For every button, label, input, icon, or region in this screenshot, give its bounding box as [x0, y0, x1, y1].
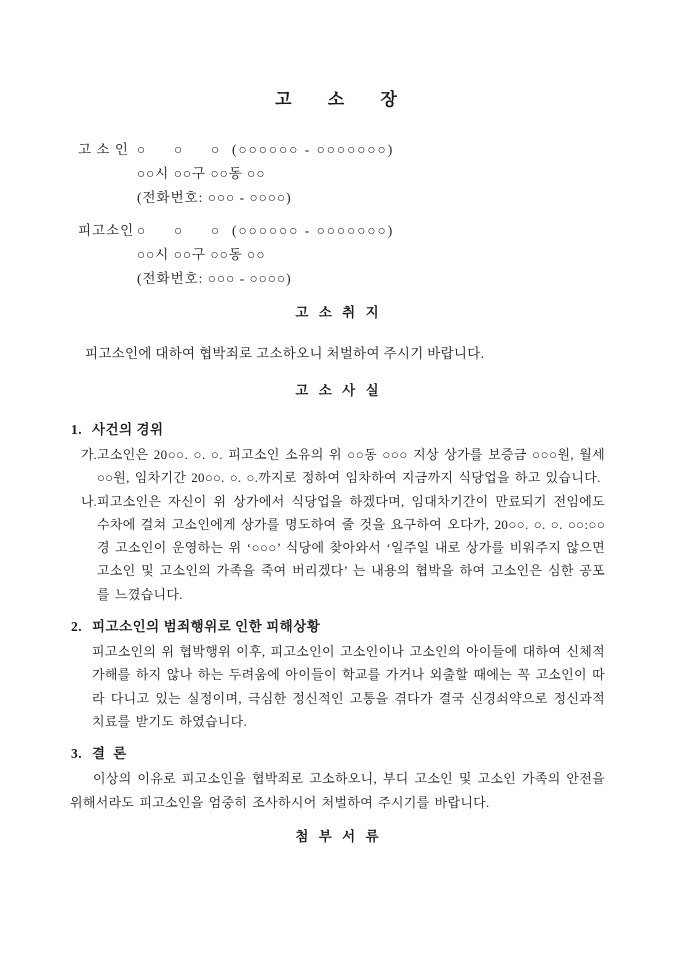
item-ga-marker: 가.: [81, 447, 97, 462]
section-3-title: 결 론: [92, 746, 127, 762]
complainant-name: ○ ○ ○ (○○○○○○ - ○○○○○○○): [137, 142, 395, 157]
item-ga: [81, 443, 605, 490]
complainant-address: ○○시 ○○구 ○○동 ○○: [137, 166, 266, 181]
defendant-block: [70, 219, 605, 291]
complainant-block: [70, 138, 605, 210]
facts-heading: 고 소 사 실: [295, 383, 380, 398]
item-na-marker: 나.: [81, 493, 97, 509]
section-1-number: 1.: [71, 422, 83, 437]
item-ga-text: 고소인은 20○○. ○. ○. 피고소인 소유의 위 ○○동 ○○○ 지상 상가를 보증금 ○○○원, 월세 ○○원, 임차기간 20○○. ○. ○.까지로 정하여 임차하여 지금까지 식당업을 하고 있습니다.: [97, 447, 605, 486]
defendant-name-row: [70, 219, 605, 243]
section-1-title: 사건의 경위: [92, 422, 164, 437]
document-title: 고 소 장: [275, 90, 400, 109]
section-2-title: 피고소인의 범죄행위로 인한 피해상황: [92, 619, 321, 635]
defendant-label: 피고소인: [78, 223, 135, 238]
section-2-text: 피고소인의 위 협박행위 이후, 피고소인이 고소인이나 고소인의 아이들에 대하여 신체적 가해를 하지 않나 하는 두려움에 아이들이 학교를 가거나 외출할 때에는 꼭 고소인이 따라 다니고 있는 실정이며, 극심한 정신적인 고통을 겪다가 결국 신경쇠약으로 정신과적 치료를 받기도 하였습니다.: [92, 644, 605, 729]
section-3-heading: [71, 746, 605, 761]
section-conclusion: [70, 746, 605, 814]
purpose-text: 피고소인에 대하여 협박죄로 고소하오니 처벌하여 주시기 바랍니다.: [85, 346, 485, 361]
complainant-phone: (전화번호: ○○○ - ○○○○): [137, 190, 292, 205]
section-3-text: 이상의 이유로 피고소인을 협박죄로 고소하오니, 부디 고소인 및 고소인 가족의 안전을 위해서라도 피고소인을 엄중히 조사하시어 처벌하여 주시기를 바랍니다.: [70, 771, 605, 810]
defendant-phone: (전화번호: ○○○ - ○○○○): [137, 271, 292, 286]
defendant-address: ○○시 ○○구 ○○동 ○○: [137, 247, 266, 262]
defendant-name: ○ ○ ○ (○○○○○○ - ○○○○○○○): [137, 223, 395, 238]
section-2-number: 2.: [71, 619, 83, 635]
section-circumstances: [70, 422, 605, 606]
section-2-heading: [71, 619, 605, 634]
item-na-text: 피고소인은 자신이 위 상가에서 식당업을 하겠다며, 임대차기간이 만료되기 전임에도 수차에 걸쳐 고소인에게 상가를 명도하여 줄 것을 요구하여 오다가, 20○○. ○. ○. ○○:○○경 고소인이 운영하는 위 ‘○○○’ 식당에 찾아와서 ‘일주일 내로 상가를 비워주지 않으면 고소인 및 고소인의 가족을 죽여 버리겠다’ 는 내용의 협박을 하여 고소인은 심한 공포를 느꼈습니다.: [97, 493, 605, 602]
section-damage: [70, 619, 605, 733]
section-3-number: 3.: [71, 746, 83, 762]
complainant-label: 고 소 인: [78, 142, 129, 157]
section-1-heading: [71, 422, 605, 437]
item-na: [81, 490, 605, 606]
complainant-name-row: [70, 138, 605, 162]
attachments-heading: 첨 부 서 류: [295, 828, 380, 844]
purpose-heading: 고 소 취 지: [295, 305, 380, 320]
